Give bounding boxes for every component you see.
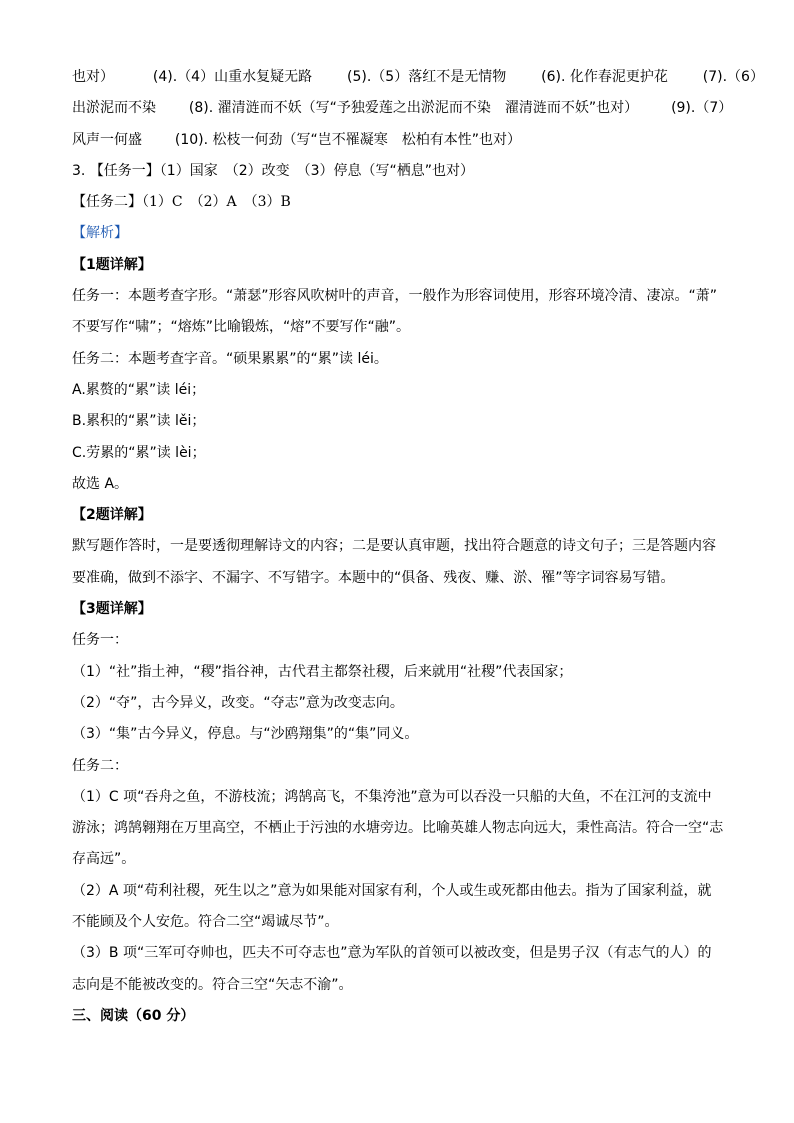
answer-line-1 [72,62,764,93]
q2-line: 要准确，做到不添字、不漏字、不写错字。本题中的“俱备、残夜、赚、淤、罹”等字词容易写错。 [72,569,675,586]
q3-heading: 【3题详解】 [72,601,152,618]
analysis-label: 【解析】 [72,225,128,242]
q3-task1-label: 任务一： [72,632,128,649]
answer-fragment: 风声一何盛 [72,131,142,148]
answer-fragment: 出淤泥而不染 [72,100,156,117]
answer-fragment: (8). 濯清涟而不妖（写“予独爱莲之出淤泥而不染 濯清涟而不妖”也对） [188,100,639,117]
document-body [72,62,764,1032]
q1-option-c: C.劳累的“累”读 lèi； [72,444,206,461]
q3-task1-answer: 3. 【任务一】（1）国家 （2）改变 （3）停息（写“栖息”也对） [72,162,475,179]
q1-heading: 【1题详解】 [72,256,152,273]
answer-fragment: (9).（7） [671,100,733,117]
q3-task1-item: （2）“夺”，古今异义，改变。“夺志”意为改变志向。 [72,694,404,711]
q3-task2-item: （3）B 项“三军可夺帅也，匹夫不可夺志也”意为军队的首领可以被改变，但是男子汉（有志气的人）的 [72,945,712,962]
answer-fragment: (5).（5）落红不是无情物 [347,69,507,85]
q1-task1-line: 不要写作“啸”；“熔炼”比喻锻炼，“熔”不要写作“融”。 [72,319,411,336]
q1-option-b: B.累积的“累”读 lěi； [72,413,206,430]
q3-task2-item: 游泳；鸿鹄翱翔在万里高空，不栖止于污浊的水塘旁边。比喻英雄人物志向远大，秉性高洁。符合一空“志 [72,820,724,837]
q3-task2-item: （2）A 项“苟利社稷，死生以之”意为如果能对国家有利，个人或生或死都由他去。指为了国家利益，就 [72,882,712,899]
section-heading: 三、阅读（60 分） [72,1007,195,1024]
q3-task2-answer: 【任务二】（1）C （2）A （3）B [72,194,291,211]
q3-task2-item: （1）C 项“吞舟之鱼，不游枝流；鸿鹄高飞，不集洿池”意为可以吞没一只船的大鱼，不在江河的支流中 [72,788,712,805]
answer-fragment: (6). 化作春泥更护花 [541,69,668,85]
answer-fragment: (4).（4）山重水复疑无路 [152,69,313,85]
q1-task1-line: 任务一：本题考查字形。“萧瑟”形容风吹树叶的声音，一般作为形容词使用，形容环境冷清、凄凉。“萧” [72,288,718,305]
answer-fragment: (7).（6） [702,69,764,85]
q2-heading: 【2题详解】 [72,507,152,524]
q3-task2-item: 存高远”。 [72,851,136,868]
q3-task2-item: 志向是不能被改变的。符合三空“矢志不渝”。 [72,976,353,993]
answer-fragment: (10). 松枝一何劲（写“岂不罹凝寒 松柏有本性”也对） [174,131,522,148]
answer-line-2 [72,93,733,124]
q2-line: 默写题作答时，一是要透彻理解诗文的内容；二是要认真审题，找出符合题意的诗文句子；三是答题内容 [72,538,716,555]
answer-line-3 [72,125,724,156]
q3-task2-label: 任务二： [72,757,128,774]
q1-option-a: A.累赘的“累”读 léi； [72,381,206,398]
q1-answer: 故选 A。 [72,475,129,492]
q3-task1-item: （1）“社”指土神，“稷”指谷神，古代君主都祭社稷，后来就用“社稷”代表国家； [72,663,573,680]
q3-task2-item: 不能顾及个人安危。符合二空“竭诚尽节”。 [72,914,339,931]
answer-fragment: 也对） [72,69,114,85]
q3-task1-item: （3）“集”古今异义，停息。与“沙鸥翔集”的“集”同义。 [72,726,419,743]
q1-task2-line: 任务二：本题考查字音。“硕果累累”的“累”读 léi。 [72,350,388,367]
